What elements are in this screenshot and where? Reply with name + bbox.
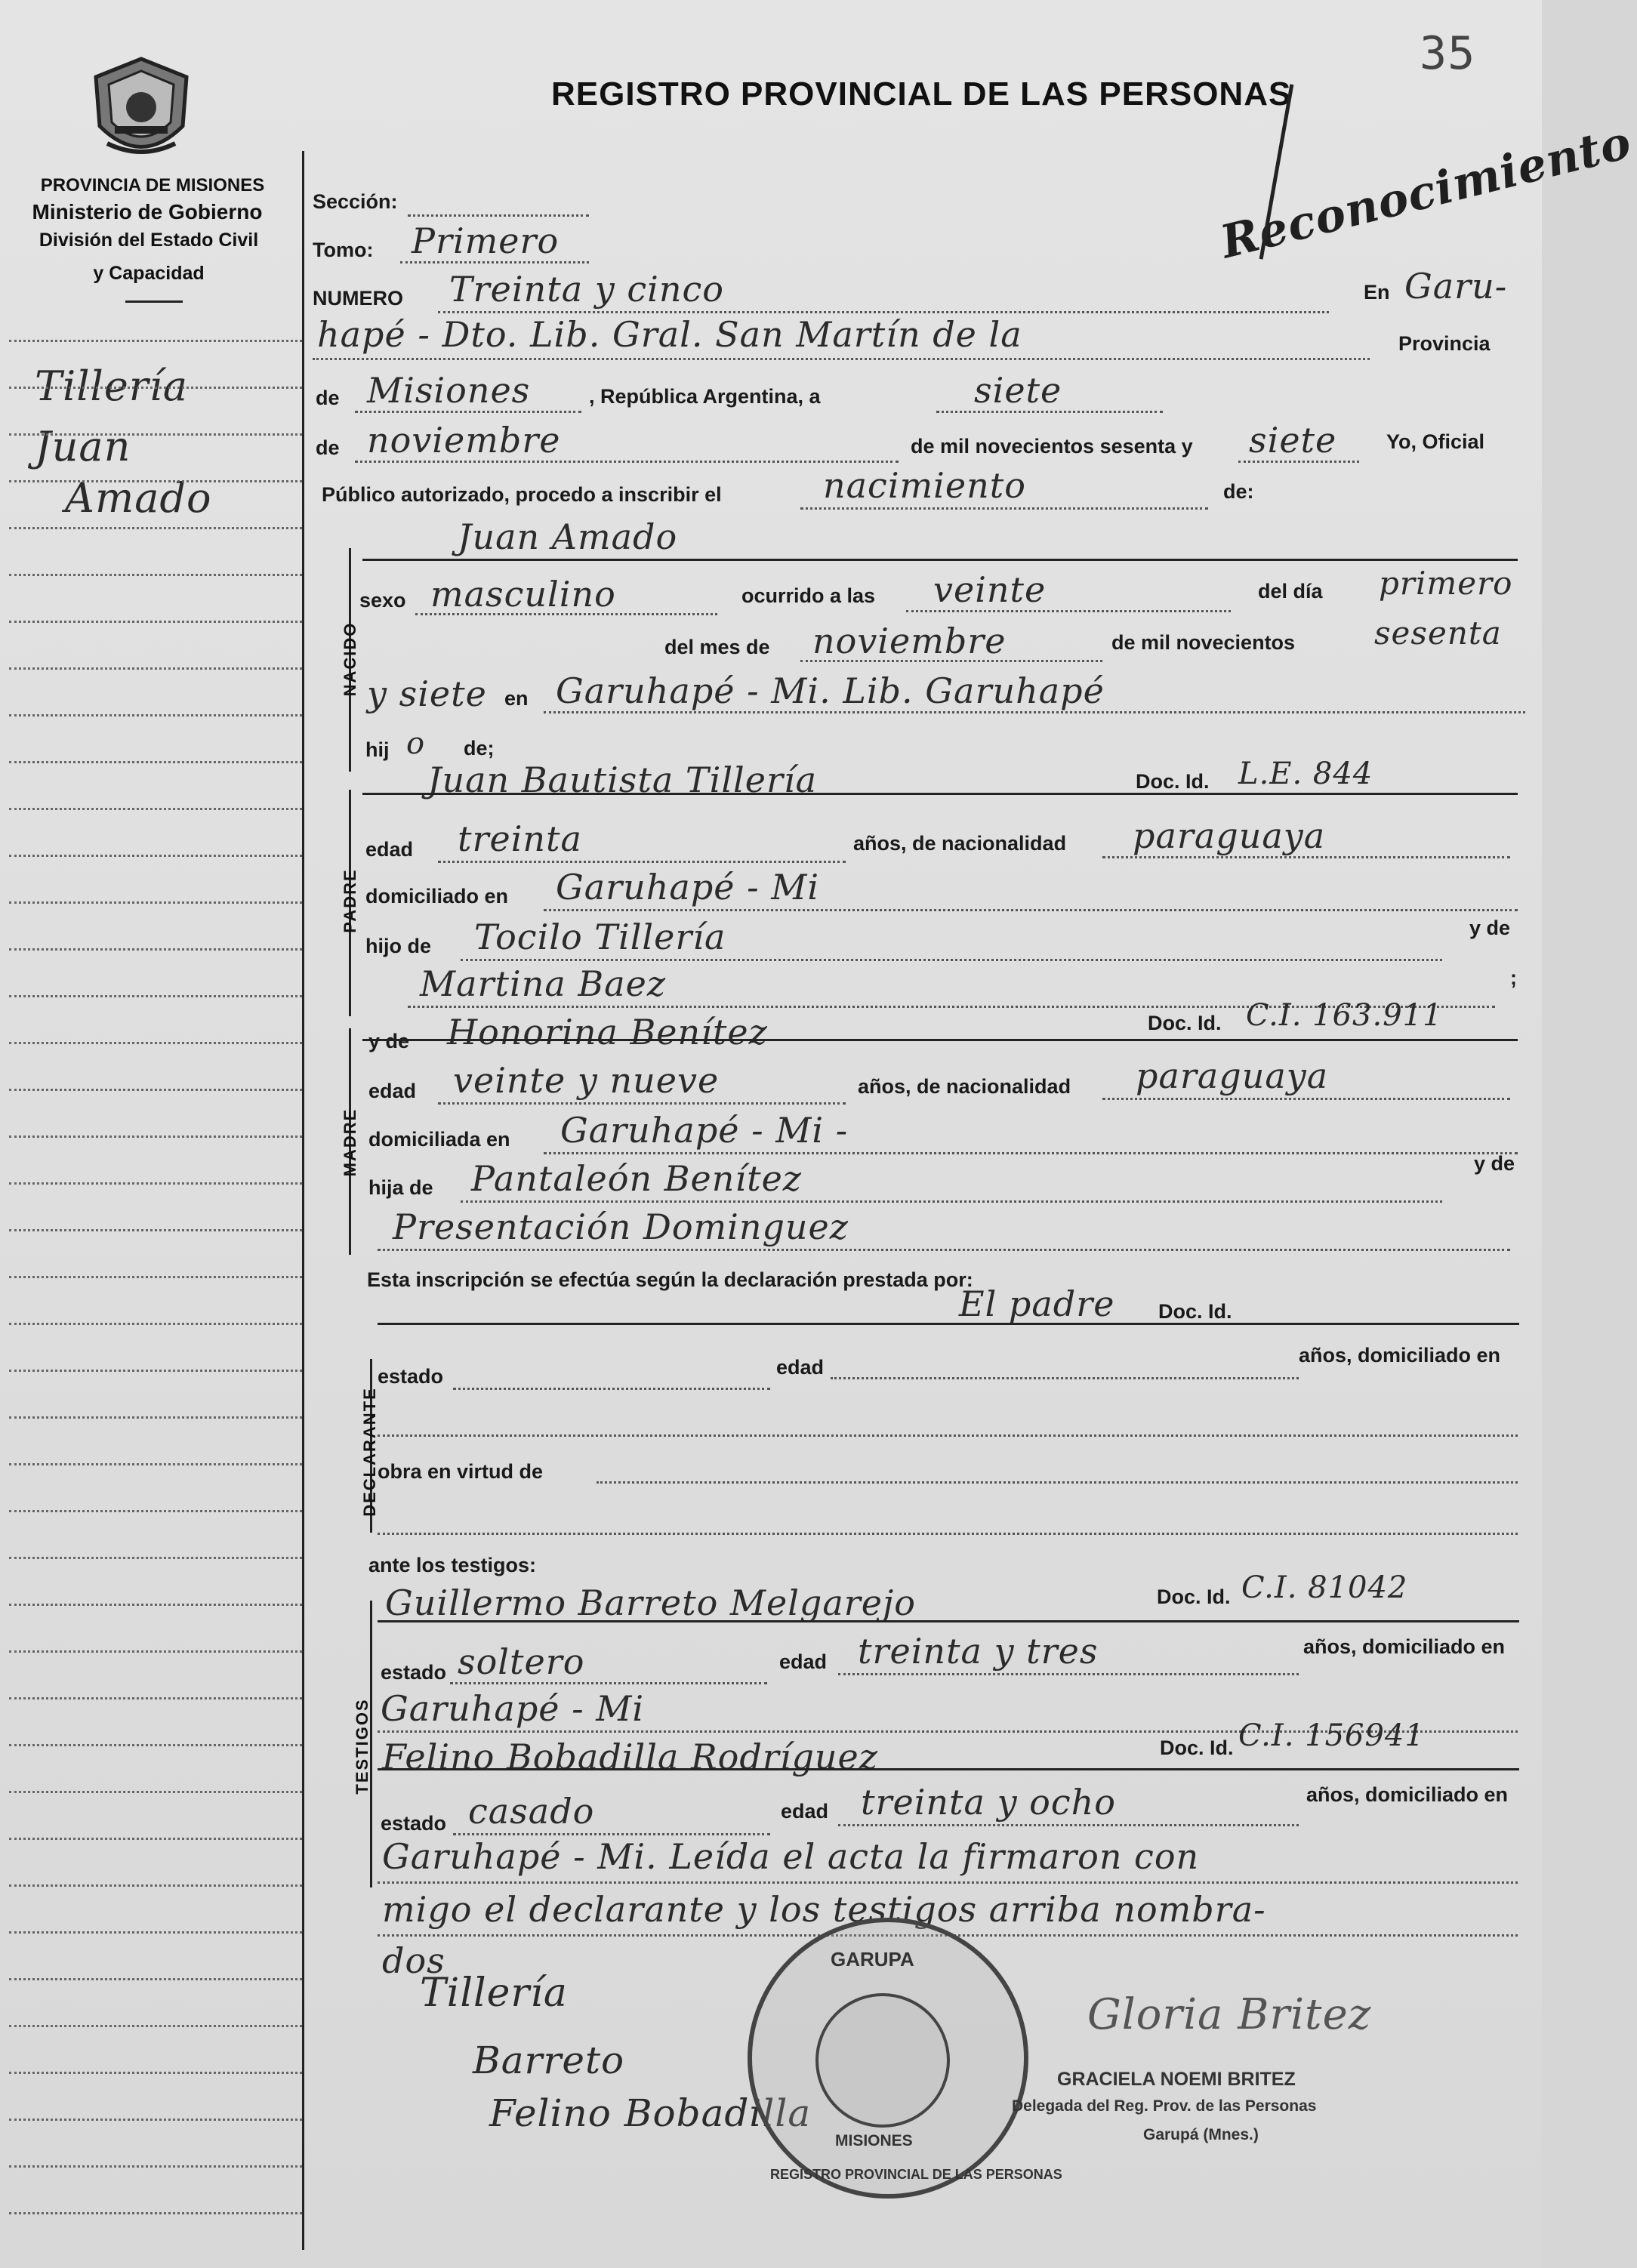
testigo1-dom-value: Garuhapé - Mi <box>381 1688 645 1729</box>
tomo-dots <box>400 261 589 263</box>
testigo1-estado-label: estado <box>381 1661 447 1684</box>
madre-dom-dots <box>544 1152 1518 1154</box>
declarante-dom-dots <box>378 1434 1518 1437</box>
provincia-dots <box>355 411 581 413</box>
mes-dots <box>800 660 1102 662</box>
obra-dots-2 <box>378 1533 1518 1535</box>
margin-ruled-line <box>9 1229 302 1231</box>
numero-dots <box>438 311 1329 313</box>
testigo2-anios-label: años, domiciliado en <box>1306 1783 1509 1806</box>
testigo1-edad-dots <box>838 1673 1299 1675</box>
nacido-section-label: NACIDO <box>341 621 359 697</box>
dia-value: primero <box>1379 565 1513 602</box>
mes-value: noviembre <box>812 621 1007 661</box>
madre-section-label: MADRE <box>341 1108 359 1177</box>
madre-anios-label: años, de nacionalidad <box>858 1075 1071 1098</box>
official-role: Delegada del Reg. Prov. de las Personas <box>1012 2097 1317 2115</box>
page-title: REGISTRO PROVINCIAL DE LAS PERSONAS <box>551 75 1292 112</box>
margin-ruled-line <box>9 387 302 389</box>
nombre-value: Juan Amado <box>458 516 678 557</box>
header-capacity: y Capacidad <box>93 263 205 284</box>
madre-y-de-label: y de <box>368 1030 410 1052</box>
testigo2-doc-label: Doc. Id. <box>1160 1736 1234 1759</box>
madre-y-de-label-2: y de <box>1474 1152 1515 1175</box>
sexo-value: masculino <box>430 574 616 615</box>
madre-dom-value: Garuhapé - Mi - <box>560 1110 849 1151</box>
hij-suffix-value: o <box>406 726 426 761</box>
dia-acta-dots <box>936 411 1163 413</box>
testigo2-edad-label: edad <box>781 1800 829 1823</box>
margin-ruled-line <box>9 667 302 670</box>
padre-doc-value: L.E. 844 <box>1238 757 1373 791</box>
padre-doc-label: Doc. Id. <box>1136 770 1210 793</box>
testigo1-edad-value: treinta y tres <box>858 1631 1099 1672</box>
madre-doc-value: C.I. 163.911 <box>1246 998 1443 1033</box>
lugar-nac-dots <box>544 711 1525 713</box>
testigo1-anios-label: años, domiciliado en <box>1303 1635 1506 1658</box>
cierre-dots-1 <box>378 1881 1518 1884</box>
madre-nombre-value: Honorina Benítez <box>447 1012 768 1052</box>
margin-ruled-line <box>9 1791 302 1793</box>
madre-edad-value: veinte y nueve <box>453 1060 720 1101</box>
madre-edad-label: edad <box>368 1080 417 1102</box>
seal-ring-text: REGISTRO PROVINCIAL DE LAS PERSONAS <box>770 2167 1062 2182</box>
del-mes-label: del mes de <box>664 636 770 658</box>
testigo2-estado-dots <box>453 1833 770 1835</box>
margin-ruled-line <box>9 855 302 857</box>
sexo-label: sexo <box>359 589 406 612</box>
padre-dom-dots <box>544 909 1518 911</box>
padre-nac-value: paraguaya <box>1133 815 1326 856</box>
padre-edad-dots <box>438 861 846 863</box>
madre-padre-dots <box>461 1200 1442 1203</box>
madre-hija-label: hija de <box>368 1176 433 1199</box>
margin-ruled-line <box>9 2072 302 2074</box>
margin-ruled-line <box>9 340 302 342</box>
margin-given-name-2: Amado <box>65 474 212 522</box>
padre-hijo-label: hijo de <box>365 935 431 957</box>
margin-ruled-line <box>9 995 302 997</box>
header-underline <box>125 300 183 303</box>
obra-dots <box>597 1481 1518 1484</box>
lugar-nac-value: Garuhapé - Mi. Lib. Garuhapé <box>556 670 1105 711</box>
lugar-value: hapé - Dto. Lib. Gral. San Martín de la <box>317 314 1022 355</box>
padre-anios-label: años, de nacionalidad <box>853 832 1067 855</box>
hij-label: hij <box>365 738 390 761</box>
official-place: Garupá (Mnes.) <box>1143 2126 1259 2143</box>
testigo2-nombre-value: Felino Bobadilla Rodríguez <box>382 1736 878 1777</box>
sexo-dots <box>415 613 717 615</box>
margin-ruled-line <box>9 1931 302 1934</box>
declarante-value: El padre <box>959 1283 1115 1324</box>
margin-ruled-line <box>9 2119 302 2121</box>
declarante-section-label: DECLARANTE <box>360 1387 379 1517</box>
tomo-value: Primero <box>412 220 560 261</box>
margin-ruled-line <box>9 1042 302 1044</box>
padre-dom-value: Garuhapé - Mi <box>556 867 820 908</box>
declarante-estado-dots <box>453 1388 770 1390</box>
lugar-dots <box>313 358 1370 360</box>
padre-padre-dots <box>461 959 1442 961</box>
margin-ruled-line <box>9 1182 302 1185</box>
padre-nombre-value: Juan Bautista Tillería <box>427 760 818 800</box>
provincia-value: Misiones <box>367 370 531 411</box>
madre-madre-value: Presentación Dominguez <box>393 1206 849 1247</box>
declarante-anios-label: años, domiciliado en <box>1299 1344 1501 1367</box>
testigo1-doc-label: Doc. Id. <box>1157 1585 1231 1608</box>
hora-dots <box>906 610 1231 612</box>
header-province: PROVINCIA DE MISIONES <box>40 175 265 196</box>
official-name: GRACIELA NOEMI BRITEZ <box>1057 2069 1296 2090</box>
esta-inscripcion-label: Esta inscripción se efectúa según la declaración prestada por: <box>367 1268 973 1291</box>
margin-ruled-line <box>9 901 302 904</box>
seccion-label: Sección: <box>313 190 398 213</box>
yo-oficial-label: Yo, Oficial <box>1386 430 1485 453</box>
tomo-label: Tomo: <box>313 239 374 261</box>
numero-value: Treinta y cinco <box>449 269 724 310</box>
reconocimiento-annotation: Reconocimiento <box>1215 116 1637 270</box>
de-mil-label: de mil novecientos sesenta y <box>911 435 1193 458</box>
padre-dom-label: domiciliado en <box>365 885 509 908</box>
margin-ruled-line <box>9 1557 302 1559</box>
ante-testigos-label: ante los testigos: <box>368 1554 537 1576</box>
margin-ruled-line <box>9 1884 302 1887</box>
de-colon-label: de: <box>1223 480 1254 503</box>
testigo2-estado-value: casado <box>468 1791 595 1832</box>
en-value: Garu- <box>1404 266 1508 307</box>
signature-barreto: Barreto <box>473 2038 625 2082</box>
declarante-estado-label: estado <box>378 1365 444 1388</box>
testigo2-estado-label: estado <box>381 1812 447 1835</box>
madre-dom-label: domiciliada en <box>368 1128 510 1151</box>
margin-ruled-line <box>9 1089 302 1091</box>
padre-edad-value: treinta <box>458 818 582 859</box>
margin-ruled-line <box>9 1370 302 1372</box>
en2-label: en <box>504 687 529 710</box>
margin-ruled-line <box>9 1650 302 1653</box>
margin-ruled-line <box>9 1838 302 1840</box>
seal-top-text: GARUPA <box>831 1948 914 1971</box>
margin-ruled-line <box>9 808 302 810</box>
de2-label: de <box>316 436 340 459</box>
padre-nac-dots <box>1102 856 1510 858</box>
signature-tilleria: Tillería <box>420 1971 568 2016</box>
margin-ruled-line <box>9 714 302 716</box>
margin-ruled-line <box>9 1978 302 1980</box>
anio1-value: sesenta <box>1374 615 1502 652</box>
testigo2-edad-dots <box>838 1824 1299 1826</box>
padre-madre-value: Martina Baez <box>420 963 667 1004</box>
signature-bobadilla: Felino Bobadilla <box>489 2091 812 2135</box>
mes-acta-value: noviembre <box>367 420 561 461</box>
testigo1-edad-label: edad <box>779 1650 828 1673</box>
de-mil2-label: de mil novecientos <box>1111 631 1296 654</box>
seccion-dots <box>408 214 589 217</box>
declarante-doc-label: Doc. Id. <box>1158 1300 1232 1323</box>
margin-ruled-line <box>9 1416 302 1419</box>
en-label: En <box>1364 281 1390 304</box>
margin-ruled-line <box>9 1276 302 1278</box>
margin-ruled-line <box>9 574 302 576</box>
margin-ruled-line <box>9 433 302 436</box>
testigo2-doc-value: C.I. 156941 <box>1238 1718 1425 1753</box>
margin-ruled-line <box>9 948 302 951</box>
testigo1-nombre-value: Guillermo Barreto Melgarejo <box>385 1582 916 1623</box>
del-dia-label: del día <box>1258 580 1323 602</box>
hora-value: veinte <box>933 569 1047 610</box>
padre-section-label: PADRE <box>341 868 359 933</box>
madre-edad-dots <box>438 1102 846 1105</box>
margin-ruled-line <box>9 527 302 529</box>
cierre-line-3: dos <box>382 1940 445 1981</box>
padre-rule <box>362 793 1518 795</box>
republica-label: , República Argentina, a <box>589 385 821 408</box>
padre-y-de-label: y de <box>1469 917 1511 939</box>
madre-rule <box>362 1039 1518 1041</box>
testigo1-estado-value: soltero <box>458 1641 585 1682</box>
declarante-rule <box>378 1323 1519 1325</box>
ocurrido-label: ocurrido a las <box>741 584 876 607</box>
margin-divider <box>302 151 304 2250</box>
tipo-value: nacimiento <box>823 465 1026 506</box>
obra-label: obra en virtud de <box>378 1460 544 1483</box>
de-label: de <box>316 387 340 409</box>
header-ministry: Ministerio de Gobierno <box>32 200 263 223</box>
margin-ruled-line <box>9 761 302 763</box>
margin-ruled-line <box>9 1510 302 1512</box>
provincia-label: Provincia <box>1398 332 1491 355</box>
tipo-dots <box>800 507 1208 510</box>
padre-padre-value: Tocilo Tillería <box>474 917 726 957</box>
margin-given-name-1: Juan <box>35 423 131 470</box>
margin-ruled-line <box>9 2165 302 2168</box>
padre-semicolon: ; <box>1510 966 1517 989</box>
margin-ruled-line <box>9 2212 302 2214</box>
margin-ruled-line <box>9 1697 302 1699</box>
testigo1-rule <box>378 1620 1519 1622</box>
madre-padre-value: Pantaleón Benítez <box>471 1158 803 1199</box>
madre-doc-label: Doc. Id. <box>1148 1012 1222 1034</box>
madre-nac-dots <box>1102 1098 1510 1100</box>
margin-ruled-line <box>9 1463 302 1465</box>
anio2-value: y siete <box>367 673 487 714</box>
declarante-edad-dots <box>831 1377 1299 1379</box>
page-number: 35 <box>1420 27 1476 80</box>
margin-ruled-line <box>9 2025 302 2027</box>
margin-ruled-line <box>9 1604 302 1606</box>
de-semi-label: de; <box>464 737 495 760</box>
anio-acta-value: siete <box>1249 420 1337 461</box>
testigo2-rule <box>378 1768 1519 1770</box>
margin-ruled-line <box>9 621 302 623</box>
declarante-edad-label: edad <box>776 1356 825 1379</box>
testigo2-edad-value: treinta y ocho <box>861 1782 1116 1823</box>
publico-label: Público autorizado, procedo a inscribir el <box>322 483 722 506</box>
nombre-rule <box>362 559 1518 561</box>
seal-bottom-text: MISIONES <box>835 2132 913 2149</box>
numero-label: NUMERO <box>313 287 403 310</box>
testigo1-estado-dots <box>450 1682 767 1684</box>
madre-madre-dots <box>378 1249 1510 1251</box>
margin-surname: Tillería <box>35 362 189 410</box>
cierre-line-1: Garuhapé - Mi. Leída el acta la firmaron con <box>382 1836 1200 1877</box>
header-division: División del Estado Civil <box>39 230 259 251</box>
margin-ruled-line <box>9 1323 302 1325</box>
margin-ruled-line <box>9 1744 302 1746</box>
province-coat-of-arms-icon <box>85 54 198 168</box>
anio-acta-dots <box>1238 461 1359 463</box>
madre-nac-value: paraguaya <box>1136 1055 1329 1096</box>
signature-oficial: Gloria Britez <box>1087 1990 1372 2039</box>
margin-ruled-line <box>9 480 302 482</box>
dia-acta-value: siete <box>974 370 1062 411</box>
padre-edad-label: edad <box>365 838 414 861</box>
testigo1-doc-value: C.I. 81042 <box>1241 1570 1408 1605</box>
margin-ruled-line <box>9 1136 302 1138</box>
seal-inner-ring <box>815 1993 950 2128</box>
mes-acta-dots <box>355 461 899 463</box>
cierre-line-2: migo el declarante y los testigos arriba nombra- <box>382 1889 1266 1930</box>
testigos-section-label: TESTIGOS <box>353 1698 371 1795</box>
